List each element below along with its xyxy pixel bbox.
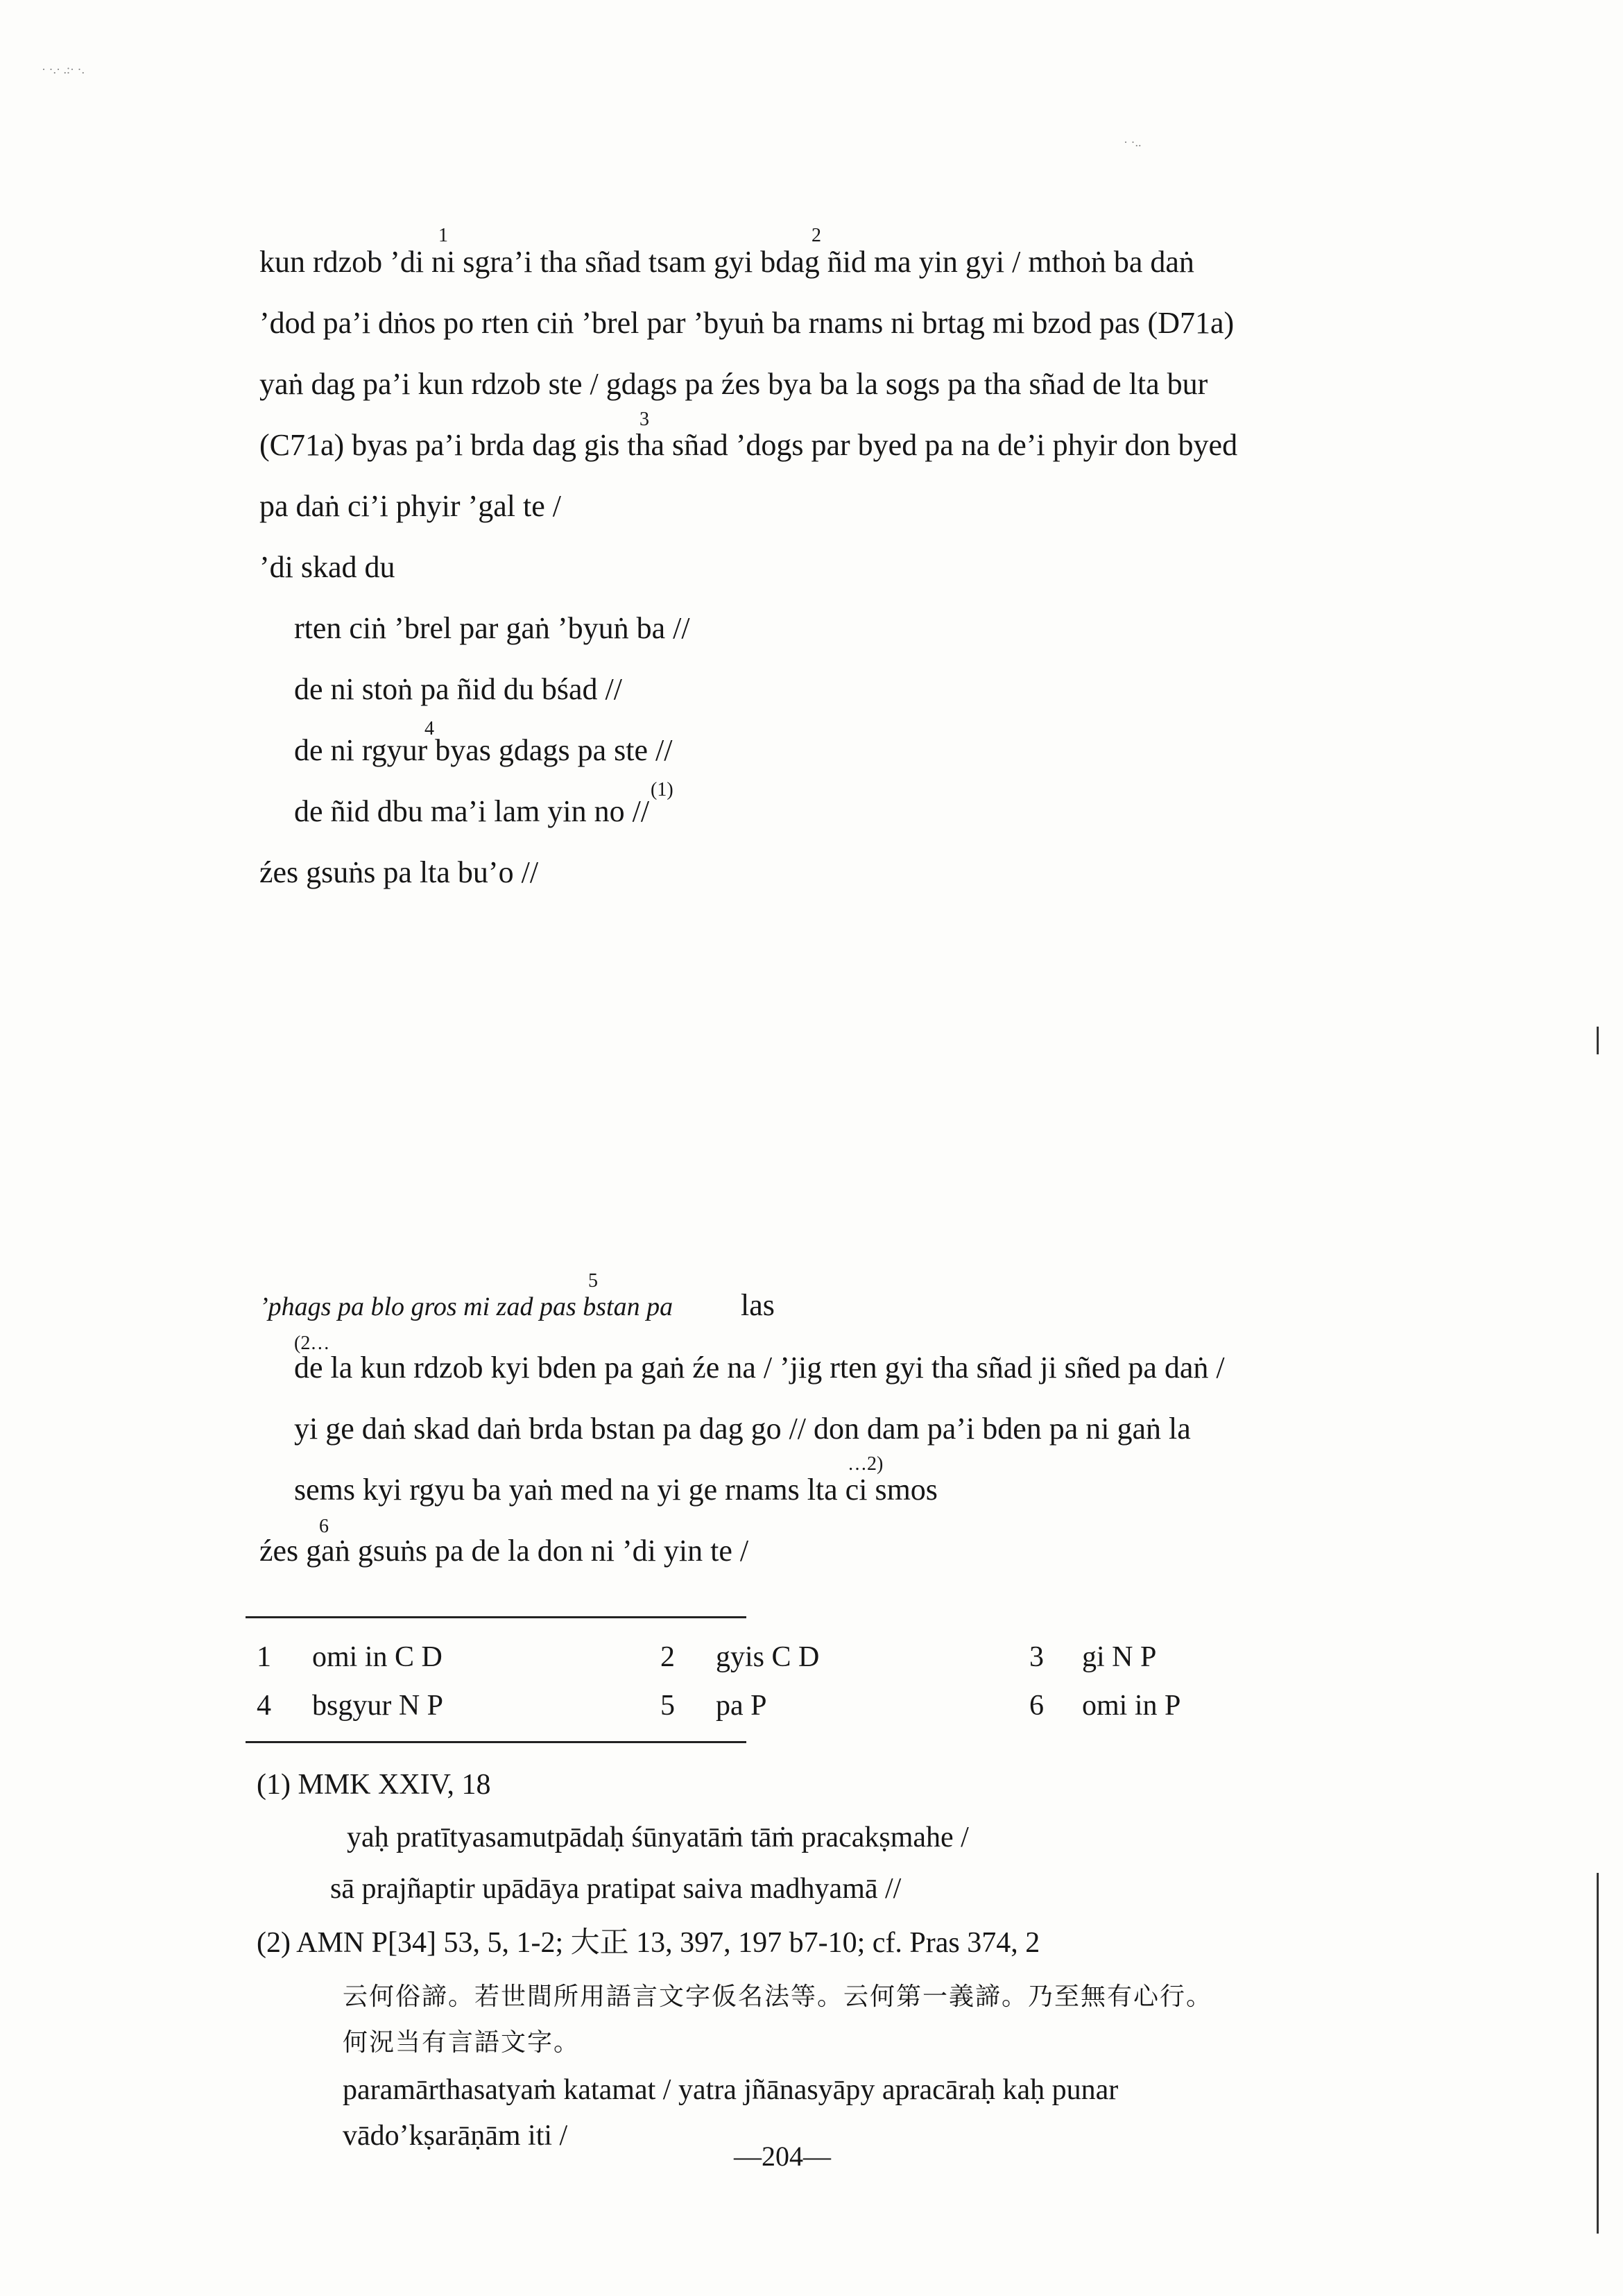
note-1-line: sā prajñaptir upādāya pratipat saiva madhyamā // bbox=[330, 1873, 902, 1905]
note-2-chinese: 云何俗諦。若世間所用語言文字仮名法等。云何第一義諦。乃至無有心行。 bbox=[343, 1982, 1213, 2011]
variant-num: 5 bbox=[660, 1690, 675, 1722]
note-1-line: yaḥ pratītyasamutpādaḥ śūnyatāṁ tāṁ pracakṣmahe / bbox=[347, 1822, 969, 1853]
quote-line: de la kun rdzob kyi bden pa gaṅ źe na / ’jig rten gyi tha sñad ji sñed pa daṅ / bbox=[294, 1351, 1225, 1385]
margin-line bbox=[1597, 1873, 1599, 2234]
apparatus-rule-top bbox=[246, 1616, 746, 1618]
intro-line: ’di skad du bbox=[259, 550, 395, 584]
variant-mark-6: 6 bbox=[319, 1516, 329, 1537]
note-1-heading: (1) MMK XXIV, 18 bbox=[257, 1769, 491, 1801]
variant-mark-3: 3 bbox=[639, 409, 649, 430]
variant-num: 2 bbox=[660, 1641, 675, 1673]
variant-mark-5: 5 bbox=[588, 1270, 598, 1292]
body-line: (C71a) byas pa’i brda dag gis tha sñad ’dogs par byed pa na de’i phyir don byed bbox=[259, 428, 1238, 462]
footnote-mark-2-open: (2… bbox=[294, 1333, 330, 1354]
variant-text: gi N P bbox=[1082, 1641, 1157, 1673]
note-2-heading: (2) AMN P[34] 53, 5, 1-2; 大正 13, 397, 197 b7-10; cf. Pras 374, 2 bbox=[257, 1927, 1040, 1959]
variant-mark-1: 1 bbox=[438, 225, 448, 246]
body-line: kun rdzob ’di ni sgra’i tha sñad tsam gyi bdag ñid ma yin gyi / mthoṅ ba daṅ bbox=[259, 245, 1194, 279]
verse-closing: źes gsuṅs pa lta bu’o // bbox=[259, 855, 539, 889]
quote-line: sems kyi rgyu ba yaṅ med na yi ge rnams lta ci smos bbox=[294, 1473, 938, 1507]
variant-mark-4: 4 bbox=[424, 718, 434, 739]
note-2-chinese: 何況当有言語文字。 bbox=[343, 2028, 581, 2057]
verse-line: de ni rgyur byas gdags pa ste // bbox=[294, 733, 673, 767]
note-2-sanskrit: vādo’kṣarāṇām iti / bbox=[343, 2120, 568, 2152]
footnote-mark-1: (1) bbox=[651, 779, 673, 800]
page-number: —204— bbox=[734, 2141, 831, 2172]
verse-line: de ñid dbu ma’i lam yin no // bbox=[294, 794, 650, 828]
body-line: yaṅ dag pa’i kun rdzob ste / gdags pa źes bya ba la sogs pa tha sñad de lta bur bbox=[259, 367, 1208, 401]
verse-line: de ni stoṅ pa ñid du bśad // bbox=[294, 672, 622, 706]
margin-mark bbox=[1597, 1027, 1599, 1054]
verse-line: rten ciṅ ’brel par gaṅ ’byuṅ ba // bbox=[294, 611, 690, 645]
variant-num: 3 bbox=[1029, 1641, 1044, 1673]
scan-speckle: · ·.. bbox=[1124, 135, 1142, 149]
variant-mark-2: 2 bbox=[812, 225, 821, 246]
variant-text: omi in C D bbox=[312, 1641, 443, 1673]
variant-num: 6 bbox=[1029, 1690, 1044, 1722]
body-line: ’dod pa’i dṅos po rten ciṅ ’brel par ’byuṅ ba rnams ni brtag mi bzod pas (D71a) bbox=[259, 306, 1235, 340]
variant-text: pa P bbox=[716, 1690, 767, 1722]
source-title: ’phags pa blo gros mi zad pas bstan pa bbox=[259, 1292, 673, 1321]
quote-line: yi ge daṅ skad daṅ brda bstan pa dag go // don dam pa’i bden pa ni gaṅ la bbox=[294, 1412, 1191, 1446]
apparatus-rule-bottom bbox=[246, 1741, 746, 1743]
variant-num: 1 bbox=[257, 1641, 271, 1673]
footnote-mark-2-close: …2) bbox=[848, 1453, 884, 1475]
variant-num: 4 bbox=[257, 1690, 271, 1722]
variant-text: omi in P bbox=[1082, 1690, 1181, 1722]
closing-line: źes gaṅ gsuṅs pa de la don ni ’di yin te / bbox=[259, 1534, 749, 1568]
source-title-tail: las bbox=[741, 1288, 775, 1322]
variant-text: bsgyur N P bbox=[312, 1690, 444, 1722]
body-line: pa daṅ ci’i phyir ’gal te / bbox=[259, 489, 561, 523]
scan-speckle: · ·.· .:· ·. bbox=[42, 62, 85, 76]
note-2-sanskrit: paramārthasatyaṁ katamat / yatra jñānasyāpy apracāraḥ kaḥ punar bbox=[343, 2074, 1119, 2106]
variant-text: gyis C D bbox=[716, 1641, 820, 1673]
